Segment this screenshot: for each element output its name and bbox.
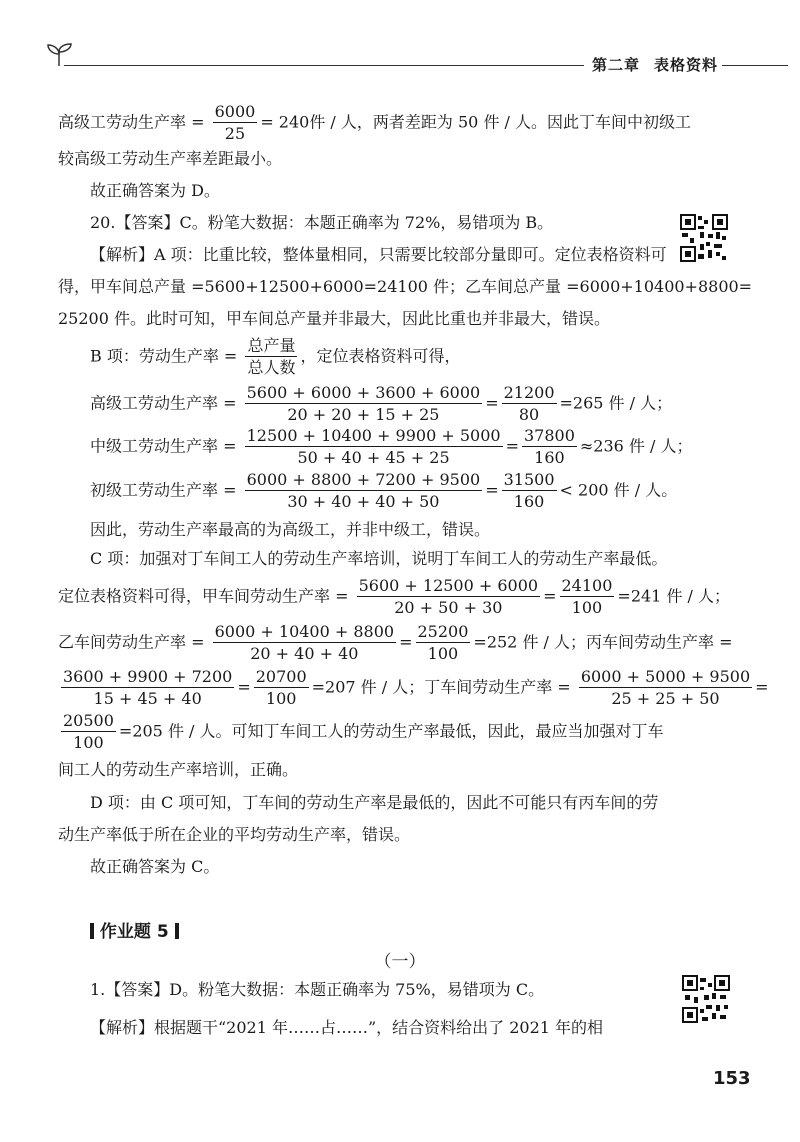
question-answer: 1.【答案】D。粉笔大数据：本题正确率为 75%，易错项为 C。 xyxy=(90,980,545,999)
answer-line: 故正确答案为 C。 xyxy=(90,857,220,876)
fraction: $\frac{\text{总产量}}{\text{总人数}}$ xyxy=(247,336,296,377)
formula-line: 高级工劳动生产率 = $\frac{5600 + 6000 + 3600 + 6000}{20 + 20 + 15 + 25}$ = $\frac{21200}{80}$ =265 件 / 人； xyxy=(90,383,673,424)
fraction: $\frac{6000 + 8800 + 7200 + 9500}{30 + 40 + 40 + 50}$ xyxy=(246,470,481,511)
text-line: 得，甲车间总产量 =5600+12500+6000=24100 件；乙车间总产量 =6000+10400+8800= xyxy=(58,277,753,296)
fraction: $\frac{5600 + 12500 + 6000}{20 + 50 + 30}$ xyxy=(358,576,539,617)
text-line: D 项：由 C 项可知，丁车间的劳动生产率是最低的，因此不可能只有丙车间的劳 xyxy=(90,793,659,812)
fraction: $\frac{21200}{80}$ xyxy=(503,383,555,424)
chapter-label: 第二章 xyxy=(592,56,641,74)
formula-line: $\frac{20500}{100}$ =205 件 / 人。可知丁车间工人的劳动生产率最低，因此，最应当加强对丁车 xyxy=(63,711,664,752)
formula-line: 初级工劳动生产率 = $\frac{6000 + 8800 + 7200 + 9500}{30 + 40 + 40 + 50}$ = $\frac{31500}{160}$ < 200 件 / 人。 xyxy=(90,470,678,511)
formula-line: 乙车间劳动生产率 = $\frac{6000 + 10400 + 8800}{20 + 40 + 40}$ = $\frac{25200}{100}$ =252 件 / 人；丙车间劳动生产率 = xyxy=(58,622,733,663)
answer-line: 故正确答案为 D。 xyxy=(90,181,220,200)
text-line: B 项：劳动生产率 = $\frac{\text{总产量}}{\text{总人数}}$ ，定位表格资料可得， xyxy=(90,336,461,377)
fraction: $\frac{20500}{100}$ xyxy=(63,711,114,752)
formula-line: 中级工劳动生产率 = $\frac{12500 + 10400 + 9900 + 5000}{50 + 40 + 45 + 25}$ = $\frac{37800}{160}$ ≈236 件 / 人； xyxy=(90,426,693,467)
section-label: 表格资料 xyxy=(654,56,719,74)
page-number: 153 xyxy=(713,1068,751,1089)
formula-line: 定位表格资料可得，甲车间劳动生产率 = $\frac{5600 + 12500 + 6000}{20 + 50 + 30}$ = $\frac{24100}{100}$ =241 件 / 人； xyxy=(58,576,731,617)
fraction: $\frac{25200}{100}$ xyxy=(417,622,469,663)
formula-line: $\frac{3600 + 9900 + 7200}{15 + 45 + 40}$ = $\frac{20700}{100}$ =207 件 / 人；丁车间劳动生产率 = $\frac{6000 + 5000 + 9500}{25 + 25 + 50}$ = xyxy=(63,667,769,708)
text-line: C 项：加强对丁车间工人的劳动生产率培训，说明丁车间工人的劳动生产率最低。 xyxy=(90,549,668,568)
fraction: $\frac{6000}{25}$ xyxy=(214,102,256,143)
text-line: 间工人的劳动生产率培训，正确。 xyxy=(58,760,299,779)
text-line: 【解析】根据题干“2021 年……占……”，结合资料给出了 2021 年的相 xyxy=(90,1018,604,1037)
qr-code-icon[interactable] xyxy=(680,214,728,262)
text-line: 较高级工劳动生产率差距最小。 xyxy=(58,149,283,168)
fraction: $\frac{6000 + 5000 + 9500}{25 + 25 + 50}$ xyxy=(580,667,751,708)
header-rule xyxy=(64,65,584,66)
header-rule-right xyxy=(722,65,788,66)
fraction: $\frac{31500}{160}$ xyxy=(503,470,555,511)
text-line: 25200 件。此时可知，甲车间总产量并非最大，因此比重也并非最大，错误。 xyxy=(58,309,610,328)
question-answer: 20.【答案】C。粉笔大数据：本题正确率为 72%，易错项为 B。 xyxy=(90,213,554,232)
text-line: 因此，劳动生产率最高的为高级工，并非中级工，错误。 xyxy=(90,520,491,539)
fraction: $\frac{6000 + 10400 + 8800}{20 + 40 + 40}$ xyxy=(214,622,395,663)
text-line: 【解析】A 项：比重比较，整体量相同，只需要比较部分量即可。定位表格资料可 xyxy=(90,245,667,264)
text-line: 高级工劳动生产率 = $\frac{6000}{25}$ = 240件 / 人，两者差距为 50 件 / 人。因此丁车间中初级工 xyxy=(58,102,692,143)
fraction: $\frac{5600 + 6000 + 3600 + 6000}{20 + 20 + 15 + 25}$ xyxy=(246,383,481,424)
text-line: 动生产率低于所在企业的平均劳动生产率，错误。 xyxy=(58,825,411,844)
fraction: $\frac{12500 + 10400 + 9900 + 5000}{50 + 40 + 45 + 25}$ xyxy=(246,426,501,467)
fraction: $\frac{37800}{160}$ xyxy=(523,426,575,467)
section-heading: 作业题 5 xyxy=(90,917,179,942)
running-header xyxy=(592,54,718,75)
qr-code-icon[interactable] xyxy=(682,975,730,1023)
part-label: （一） xyxy=(374,952,426,972)
fraction: $\frac{24100}{100}$ xyxy=(561,576,613,617)
fraction: $\frac{20700}{100}$ xyxy=(255,667,307,708)
fraction: $\frac{3600 + 9900 + 7200}{15 + 45 + 40}$ xyxy=(63,667,233,708)
